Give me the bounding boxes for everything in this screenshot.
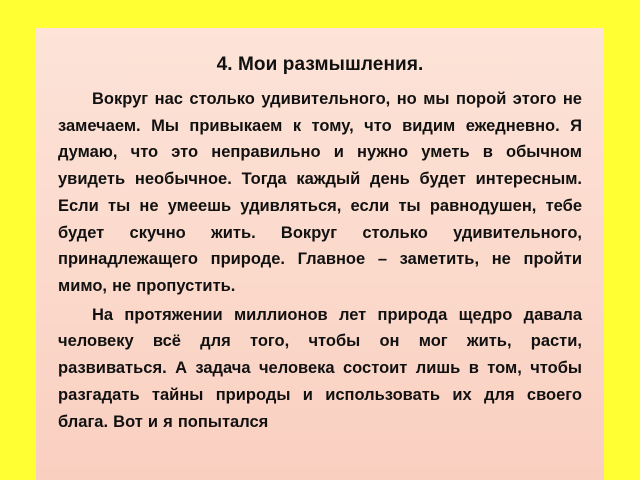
paragraph-2: На протяжении миллионов лет природа щедро давала человеку всё для того, чтобы он мог жить, расти, развиваться. А задача человека состоит лишь в том, чтобы разгадать тайны природы и использовать их для своего блага. Вот и я попытался [58, 305, 582, 431]
content-panel [36, 28, 604, 480]
paragraph-1: Вокруг нас столько удивительного, но мы порой этого не замечаем. Мы привыкаем к тому, что видим ежедневно. Я думаю, что это неправильно и нужно уметь в обычном увидеть необычное. Тогда каждый день будет интересным. Если ты не умеешь удивляться, если ты равнодушен, тебе будет скучно жить. Вокруг столько удивительного, принадлежащего природе. Главное – заметить, не пройти мимо, не пропустить. [58, 90, 582, 296]
page-title: 4. Мои размышления. [216, 54, 424, 75]
